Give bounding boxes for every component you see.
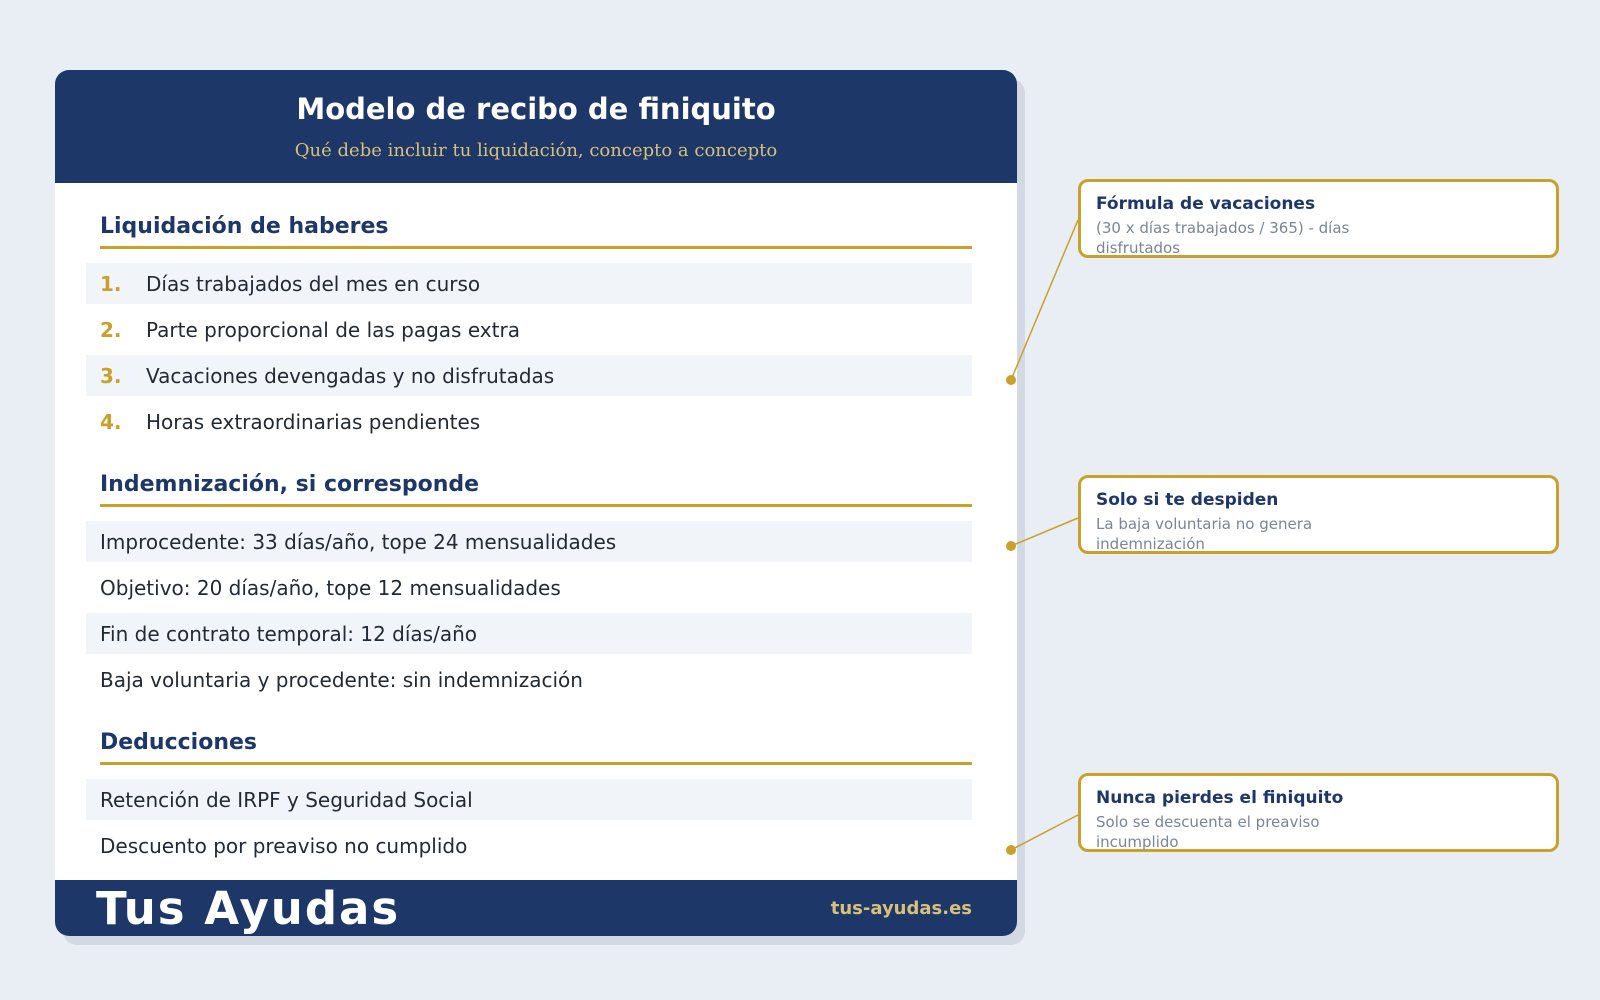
item-text: Días trabajados del mes en curso [146,271,481,296]
card-subtitle: Qué debe incluir tu liquidación, concepto a concepto [294,140,778,161]
item-text: Baja voluntaria y procedente: sin indemnización [100,667,583,692]
connector-dot-despido [1006,541,1016,551]
note-title: Fórmula de vacaciones [1096,194,1316,214]
item-number: 1. [100,271,122,296]
note-title: Nunca pierdes el finiquito [1096,788,1344,808]
note-vacaciones [1078,179,1559,258]
note-title: Solo si te despiden [1096,490,1279,510]
item-text: Parte proporcional de las pagas extra [146,317,520,342]
connector-line-despido [1011,518,1078,546]
note-finiquito [1078,773,1559,852]
section-heading-haberes: Liquidación de haberes [100,214,972,249]
card-title: Modelo de recibo de finiquito [296,92,776,126]
item-text: Retención de IRPF y Seguridad Social [100,787,473,812]
connector-dot-vacaciones [1006,375,1016,385]
note-body: (30 x días trabajados / 365) - días disfrutados [1096,219,1350,257]
item-text: Fin de contrato temporal: 12 días/año [100,621,477,646]
section-heading-deducciones: Deducciones [100,730,972,765]
item-text: Descuento por preaviso no cumplido [100,833,468,858]
connector-dot-finiquito [1006,845,1016,855]
note-body: La baja voluntaria no genera indemnización [1096,515,1313,553]
item-number: 4. [100,409,122,434]
item-text: Objetivo: 20 días/año, tope 12 mensualidades [100,575,561,600]
note-body: Solo se descuenta el preaviso incumplido [1096,813,1320,851]
item-number: 2. [100,317,122,342]
section-heading-indemnizacion: Indemnización, si corresponde [100,472,972,507]
item-text: Vacaciones devengadas y no disfrutadas [146,363,555,388]
website-link[interactable]: tus-ayudas.es [830,898,972,919]
connector-line-vacaciones [1011,220,1078,380]
connector-line-finiquito [1011,815,1078,850]
brand-logo: Tus Ayudas [96,882,401,935]
item-number: 3. [100,363,122,388]
item-text: Horas extraordinarias pendientes [146,409,481,434]
note-despido [1078,475,1559,554]
item-text: Improcedente: 33 días/año, tope 24 mensualidades [100,529,617,554]
